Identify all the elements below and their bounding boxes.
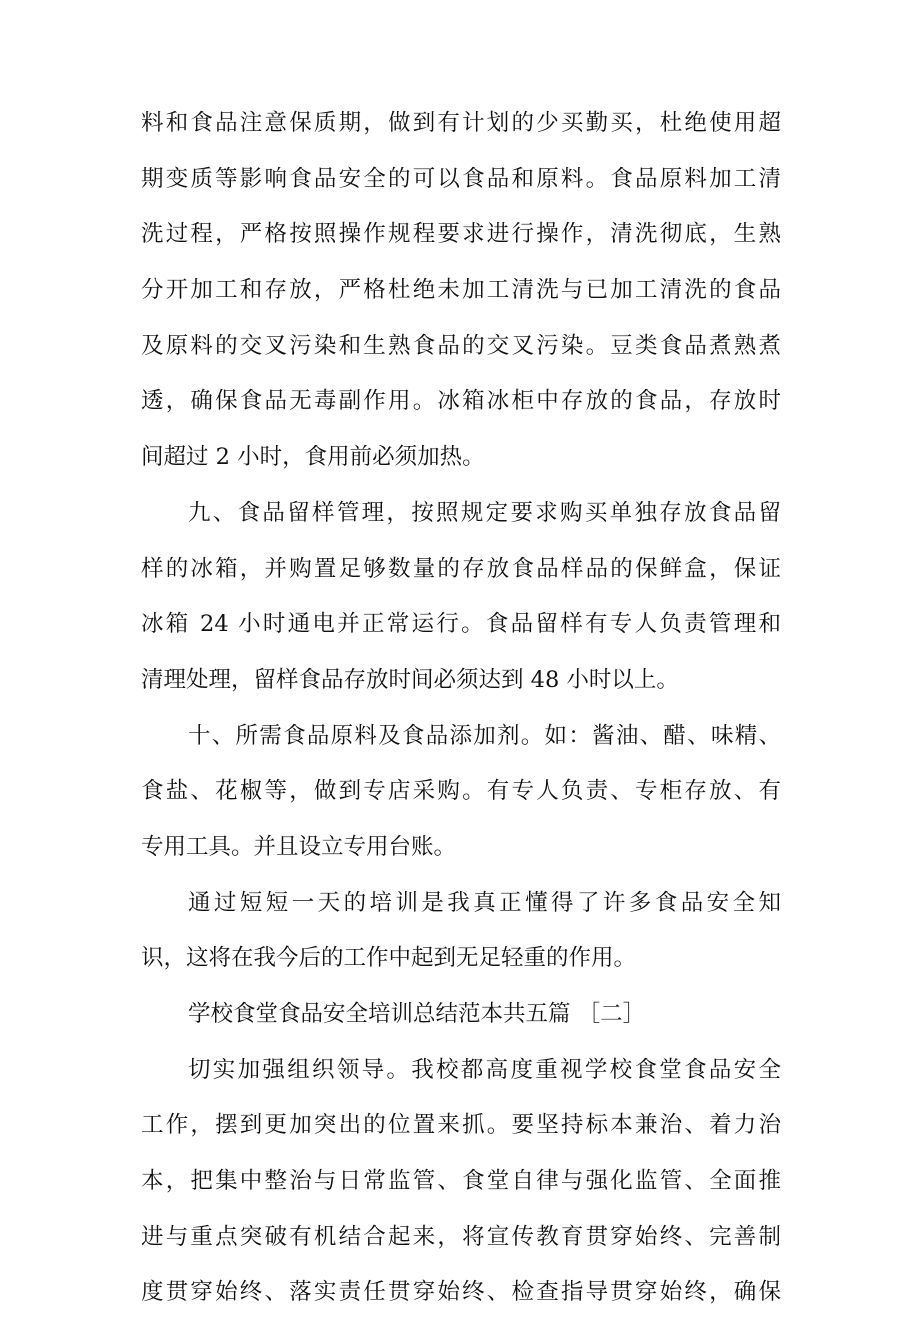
document-body bbox=[141, 103, 781, 1328]
text-line: 冰箱 24 小时通电并正常运行。食品留样有专人负责管理和 bbox=[141, 611, 781, 638]
text-line: 进与重点突破有机结合起来，将宣传教育贯穿始终、完善制 bbox=[141, 1223, 781, 1250]
text-line: 切实加强组织领导。我校都高度重视学校食堂食品安全 bbox=[188, 1056, 781, 1083]
text-line: 及原料的交叉污染和生熟食品的交叉污染。豆类食品煮熟煮 bbox=[141, 332, 781, 359]
text-line: 样的冰箱，并购置足够数量的存放食品样品的保鲜盒，保证 bbox=[141, 555, 781, 582]
text-line: 九、食品留样管理，按照规定要求购买单独存放食品留 bbox=[188, 499, 781, 526]
text-line: 十、所需食品原料及食品添加剂。如：酱油、醋、味精、 bbox=[188, 722, 781, 749]
text-line: 料和食品注意保质期，做到有计划的少买勤买，杜绝使用超 bbox=[141, 110, 781, 136]
text-line: 工作，摆到更加突出的位置来抓。要坚持标本兼治、着力治 bbox=[141, 1112, 781, 1139]
text-line: 专用工具。并且设立专用台账。 bbox=[141, 833, 457, 860]
text-line: 本，把集中整治与日常监管、食堂自律与强化监管、全面推 bbox=[141, 1168, 781, 1195]
text-line: 间超过 2 小时，食用前必须加热。 bbox=[141, 444, 485, 471]
text-line: 透，确保食品无毒副作用。冰箱冰柜中存放的食品，存放时 bbox=[141, 388, 781, 415]
text-line: 学校食堂食品安全培训总结范本共五篇 ［二］ bbox=[188, 1001, 646, 1027]
text-line: 食盐、花椒等，做到专店采购。有专人负责、专柜存放、有 bbox=[141, 778, 781, 805]
text-line: 清理处理，留样食品存放时间必须达到 48 小时以上。 bbox=[141, 666, 679, 693]
text-line: 度贯穿始终、落实责任贯穿始终、检查指导贯穿始终，确保 bbox=[141, 1279, 781, 1306]
text-line: 识，这将在我今后的工作中起到无足轻重的作用。 bbox=[141, 945, 637, 972]
text-line: 洗过程，严格按照操作规程要求进行操作，清洗彻底，生熟 bbox=[141, 221, 781, 248]
text-line: 通过短短一天的培训是我真正懂得了许多食品安全知 bbox=[188, 889, 781, 916]
text-line: 分开加工和存放，严格杜绝未加工清洗与已加工清洗的食品 bbox=[141, 277, 781, 304]
text-line: 期变质等影响食品安全的可以食品和原料。食品原料加工清 bbox=[141, 165, 781, 192]
